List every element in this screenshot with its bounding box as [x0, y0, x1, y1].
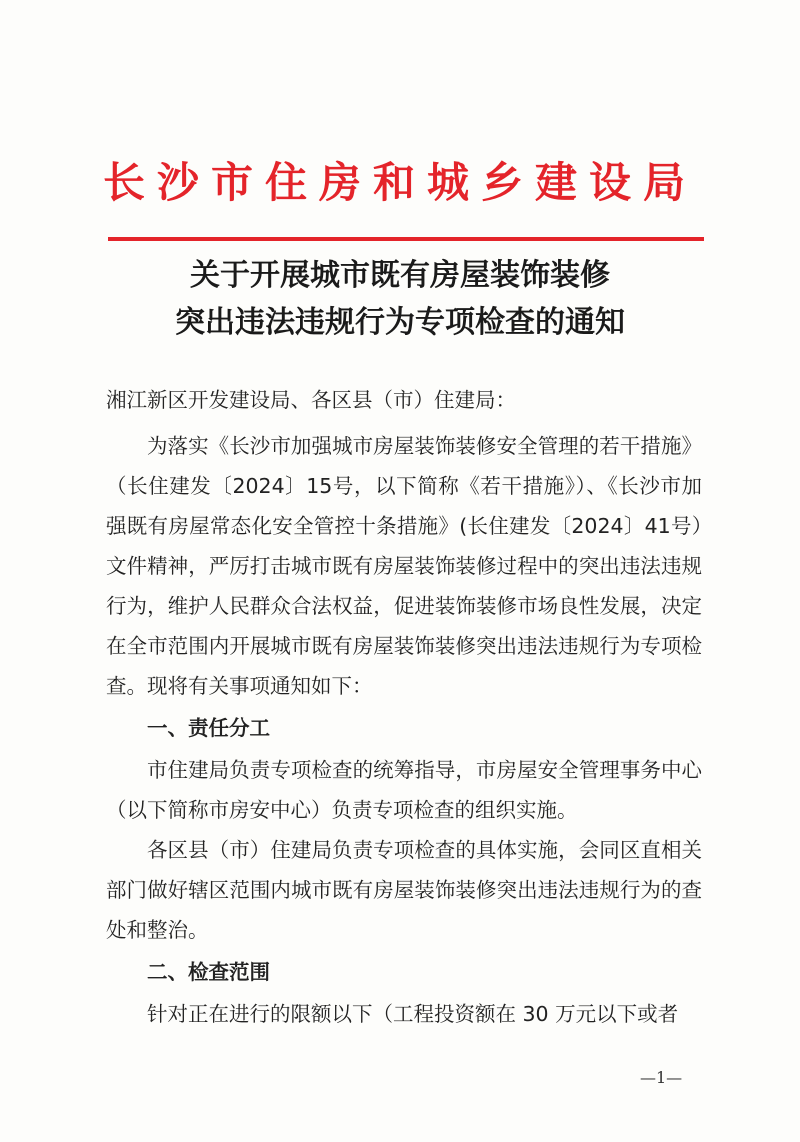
page-number: —1— — [640, 1068, 683, 1087]
title-line-2: 突出违法违规行为专项检查的通知 — [175, 305, 625, 340]
section-1-heading: 一、责任分工 — [147, 716, 270, 740]
document-title — [0, 252, 800, 346]
red-separator-line — [108, 237, 704, 241]
agency-header: 长沙市住房和城乡建设局 — [102, 158, 697, 207]
section-2-paragraph-1: 针对正在进行的限额以下（工程投资额在 30 万元以下或者 — [147, 1002, 679, 1026]
document-body — [106, 380, 702, 1034]
section-1-paragraph-1: 市住建局负责专项检查的统筹指导，市房屋安全管理事务中心（以下简称市房安中心）负责专项检查的组织实施。 — [106, 758, 702, 822]
recipient-line: 湘江新区开发建设局、各区县（市）住建局： — [106, 388, 516, 412]
section-1-paragraph-2: 各区县（市）住建局负责专项检查的具体实施，会同区直相关部门做好辖区范围内城市既有房屋装饰装修突出违法违规行为的查处和整治。 — [106, 838, 702, 942]
intro-paragraph: 为落实《长沙市加强城市房屋装饰装修安全管理的若干措施》（长住建发〔2024〕15号，以下简称《若干措施》）、《长沙市加强既有房屋常态化安全管控十条措施》(长住建发〔2024〕41号）文件精神，严厉打击城市既有房屋装饰装修过程中的突出违法违规行为，维护人民群众合法权益，促进装饰装修市场良性发展，决定在全市范围内开展城市既有房屋装饰装修突出违法违规行为专项检查。现将有关事项通知如下： — [106, 434, 702, 698]
title-line-1: 关于开展城市既有房屋装饰装修 — [190, 258, 610, 293]
section-2-heading: 二、检查范围 — [147, 960, 270, 984]
